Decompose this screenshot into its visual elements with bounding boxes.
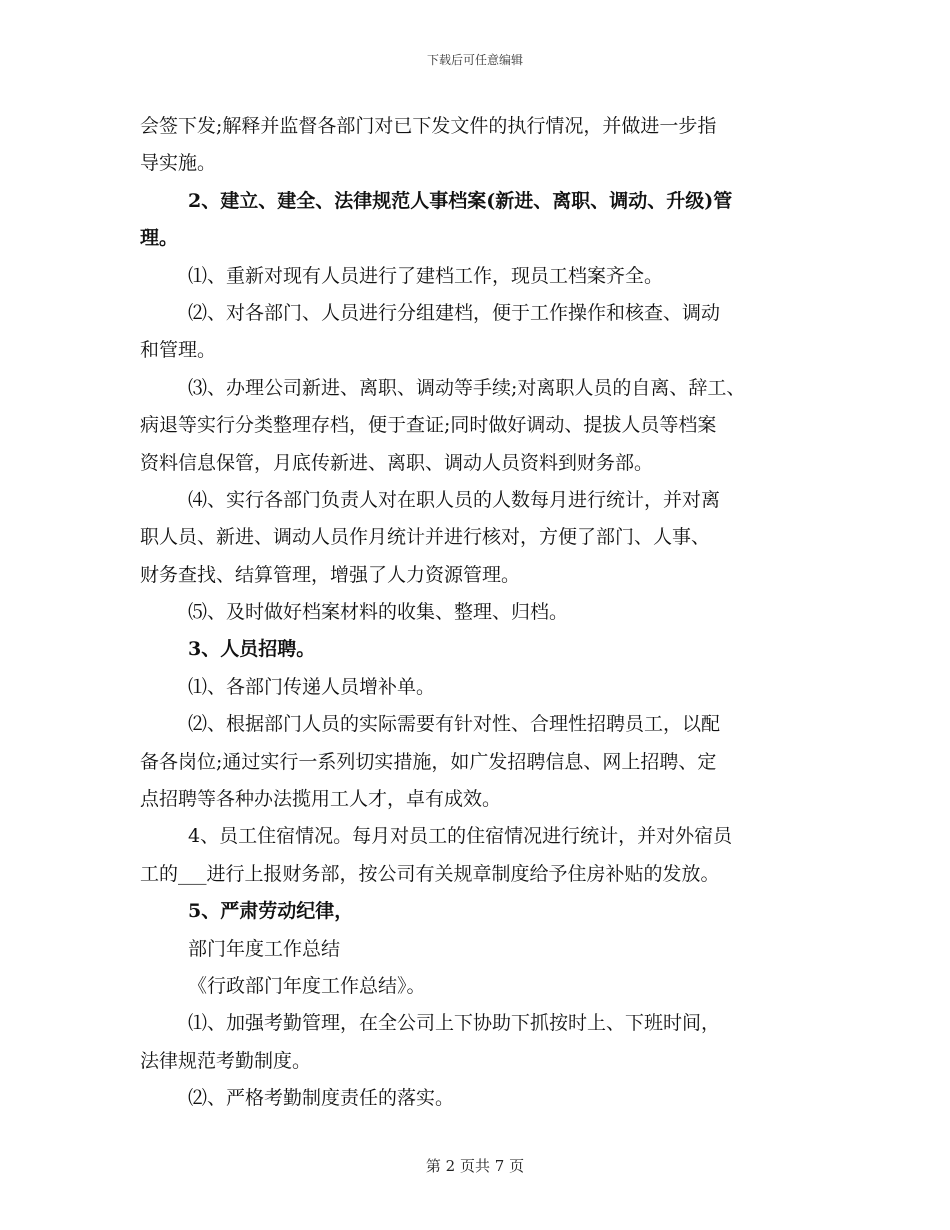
- text-line: 备各岗位;通过实行一系列切实措施，如广发招聘信息、网上招聘、定: [140, 750, 717, 773]
- text-line: ⑵、对各部门、人员进行分组建档，便于工作操作和核查、调动: [188, 301, 721, 324]
- text-line: 工的___进行上报财务部，按公司有关规章制度给予住房补贴的发放。: [140, 862, 720, 885]
- text-line: ⑶、办理公司新进、离职、调动等手续;对离职人员的自离、辞工、: [188, 376, 746, 399]
- text-line: ⑴、加强考勤管理，在全公司上下协助下抓按时上、下班时间，: [188, 1012, 721, 1035]
- text-line: ⑴、各部门传递人员增补单。: [188, 675, 436, 698]
- text-line: 部门年度工作总结: [188, 937, 341, 960]
- text-line: 会签下发;解释并监督各部门对已下发文件的执行情况，并做进一步指: [140, 115, 717, 137]
- document-body: [140, 108, 820, 1118]
- text-line: ⑷、实行各部门负责人对在职人员的人数每月进行统计，并对离: [188, 488, 721, 511]
- text-line: 病退等实行分类整理存档，便于查证;同时做好调动、提拔人员等档案: [140, 414, 717, 437]
- text-line: 资料信息保管，月底传新进、离职、调动人员资料到财务部。: [140, 451, 654, 474]
- section-heading: 2、建立、建全、法律规范人事档案(新进、离职、调动、升级)管: [188, 189, 733, 212]
- page-header: 下载后可任意编辑: [426, 53, 523, 67]
- page-footer: 第 2 页共 7 页: [425, 1157, 525, 1175]
- text-line: 和管理。: [140, 339, 217, 362]
- text-line: 4、员工住宿情况。每月对员工的住宿情况进行统计，并对外宿员: [188, 825, 733, 848]
- text-line: ⑵、严格考勤制度责任的落实。: [188, 1087, 455, 1110]
- text-line: ⑴、重新对现有人员进行了建档工作，现员工档案齐全。: [188, 264, 664, 287]
- text-line: 法律规范考勤制度。: [140, 1049, 312, 1072]
- text-line: ⑸、及时做好档案材料的收集、整理、归档。: [188, 601, 569, 624]
- text-line: 点招聘等各种办法揽用工人才，卓有成效。: [140, 788, 502, 811]
- text-line: ⑵、根据部门人员的实际需要有针对性、合理性招聘员工，以配: [188, 713, 721, 736]
- text-line: 《行政部门年度工作总结》。: [188, 974, 426, 997]
- section-heading: 理。: [140, 227, 179, 250]
- text-line: 职人员、新进、调动人员作月统计并进行核对，方便了部门、人事、: [140, 526, 711, 549]
- section-heading: 3、人员招聘。: [188, 638, 316, 661]
- text-line: 财务查找、结算管理，增强了人力资源管理。: [140, 563, 521, 586]
- section-heading: 5、严肃劳动纪律，: [188, 900, 354, 923]
- text-line: 导实施。: [140, 152, 217, 175]
